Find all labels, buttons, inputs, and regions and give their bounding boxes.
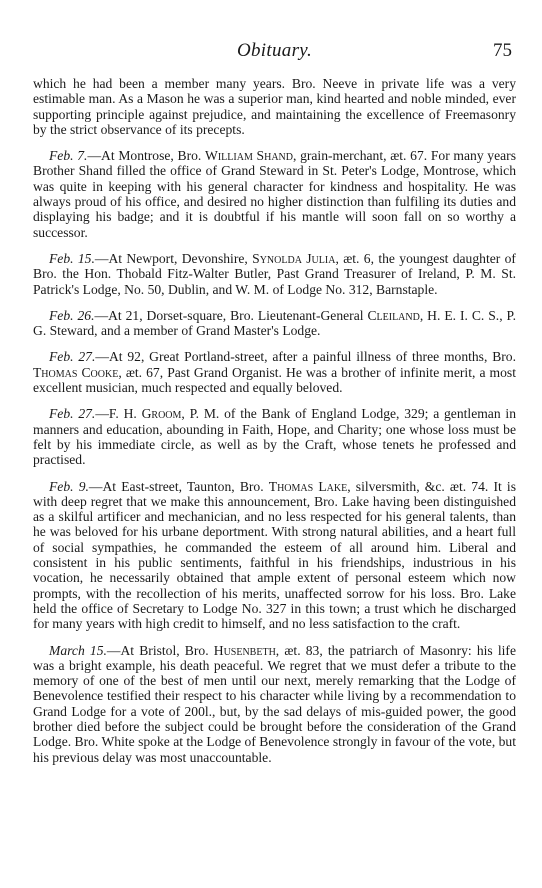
entry-shand (33, 148, 516, 240)
entry-cleiland (33, 308, 516, 339)
entry-text: , æt. 83, the patriarch of Masonry: his life was a bright example, his death peaceful. We regret that we must defer a tribute to the memory of one of the best of men until our next, merely remarking that the Lodge of Benevolence testified their respect to his character while living by a recommendation to Grand Lodge for a vote of 200l., but, by the sad delays of mis-guided power, the good brother died before the subject could be brought before the consideration of the Grand Lodge. Bro. White spoke at the Lodge of Benevolence strongly in favour of the vote, but his previous delay was most unaccountable. (33, 642, 516, 765)
entry-text: , grain-merchant, æt. 67. For many years Brother Shand filled the office of Grand Steward in St. Peter's Lodge, Montrose, which was quite in keeping with his general character for kindness and hospitality. He was always proud of his office, and desired no higher distinction than fulfiling its duties and displaying his badge; and it is doubtful if his mantle will soon fall on so worthy a successor. (33, 148, 516, 240)
entry-date: Feb. 15. (49, 250, 95, 266)
entry-date: March 15. (49, 642, 107, 658)
entry-person-name: Husenbeth (213, 642, 276, 658)
entry-date: Feb. 27. (49, 406, 96, 422)
entry-text: —F. H. (95, 406, 142, 422)
entry-butler (33, 251, 516, 297)
running-title: Obituary. (236, 40, 312, 61)
entry-date: Feb. 9. (49, 478, 89, 494)
entry-husenbeth (33, 643, 516, 765)
entry-text: , silversmith, &c. æt. 74. It is with deep regret that we make this announcement, Bro. Lake having been distinguished as a skilful artificer and mechanician, and no less respected for his general talents, than he was beloved for his urbane deportment. With strong natural abilities, and a heart full of social sympathies, he commanded the esteem of all around him. Liberal and consistent in his public sentiments, faithful in his friendships, industrious in his vocation, he necessarily obtained that ample extent of personal esteem which now prompts, with the recollection of his merits, unaffected sorrow for his loss. Bro. Lake held the office of Secretary to Lodge No. 327 in this town; a trust which he discharged for many years with high credit to himself, and no less satisfaction to the craft. (33, 478, 516, 632)
entry-person-name: Thomas Lake (268, 478, 348, 494)
entry-text: —At Montrose, Bro. (87, 148, 206, 164)
entry-text: , æt. 6, the youngest daughter of Bro. the Hon. Thobald Fitz-Walter Butler, Past Grand Treasurer of Ireland, P. M. St. Patrick's Lodge, No. 50, Dublin, and W. M. of Lodge No. 312, Barnstaple. (33, 250, 516, 297)
entry-text: , P. M. of the Bank of England Lodge, 329; a gentleman in manners and education, abounding in Faith, Hope, and Charity; one whose loss must be felt by his immediate circle, as well as by the Craft, whose tenets he professed and practised. (33, 406, 516, 468)
entry-continuation (33, 76, 516, 137)
entry-text: —At East-street, Taunton, Bro. (88, 478, 269, 494)
entry-person-name: Thomas Cooke (33, 364, 119, 380)
obituary-text (33, 76, 516, 765)
entry-person-name: Groom (141, 406, 182, 422)
entry-cooke (33, 349, 516, 395)
entry-date: Feb. 27. (49, 349, 96, 365)
entry-groom (33, 406, 516, 467)
entry-person-name: Synolda Julia (252, 250, 336, 266)
entry-date: Feb. 7. (49, 148, 88, 164)
entry-text: , H. E. I. C. S., P. G. Steward, and a member of Grand Master's Lodge. (33, 307, 516, 339)
entry-text: —At Bristol, Bro. (106, 642, 214, 658)
entry-text: —At Newport, Devonshire, (94, 250, 253, 266)
entry-date: Feb. 26. (49, 307, 95, 323)
entry-person-name: William Shand (205, 148, 293, 164)
entry-person-name: Cleiland (367, 307, 420, 323)
page-number: 75 (493, 40, 512, 61)
entry-text: , æt. 67, Past Grand Organist. He was a brother of infinite merit, a most excellent musician, much respected and equally beloved. (33, 364, 516, 396)
entry-lake (33, 479, 516, 632)
page-header (33, 40, 516, 66)
entry-text: —At 92, Great Portland-street, after a painful illness of three months, Bro. (95, 349, 516, 365)
entry-text: which he had been a member many years. Bro. Neeve in private life was a very estimable man. As a Mason he was a superior man, kind hearted and noble minded, ever supporting principle against prejudice, and maintaining the excellence of Freemasonry by the strict observance of its precepts. (33, 76, 516, 137)
entry-text: —At 21, Dorset-square, Bro. Lieutenant-General (94, 307, 368, 323)
